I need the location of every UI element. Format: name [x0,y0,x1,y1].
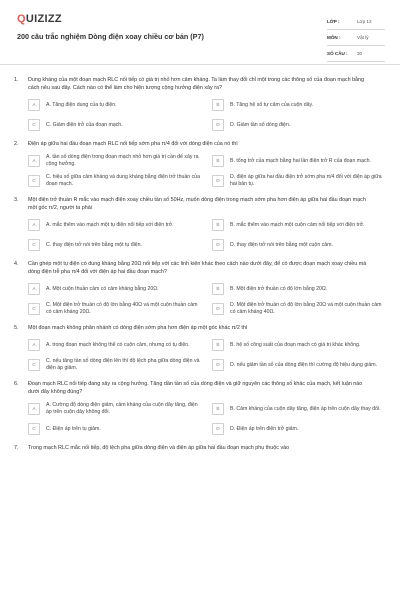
meta-info [327,14,385,62]
answer-option-b[interactable] [212,218,388,232]
option-letter-box: C [28,303,40,315]
option-text: A. mắc thêm vào mạch một tụ điện nối tiếp với điện trở. [46,221,174,228]
answer-option-b[interactable] [212,282,388,296]
option-text: D. điện áp giữa hai đầu điện trở sớm pha π/4 đối với điện áp giữa hai bản tụ. [230,174,382,187]
question-number: 7. [14,445,19,451]
option-letter-box: D [212,239,224,251]
question-1 [0,76,400,132]
question-text: Một đoạn mạch không phân nhánh có dòng điện sớm pha hơn điện áp một góc khác π/2 thì [28,325,248,331]
question-text: Cần ghép một tụ điện có dung kháng bằng 20Ω nối tiếp với các linh kiện khác theo cách nào dưới đây, để có được đoạn mạch xoay chiều mà dòng điện trễ pha π/4 đối với điện áp hai đầu đoạn mạch? [28,261,367,275]
option-text: C. hiệu số giữa cảm kháng và dung kháng bằng điện trở thuần của đoạn mạch. [46,174,200,187]
option-text: B. Một điện trở thuần có độ lớn bằng 20Ω. [230,285,328,292]
option-letter-box: D [212,303,224,315]
option-text: D. thay điện trở nói trên bằng một cuộn cảm. [230,241,333,248]
option-text: B. Cảm kháng của cuộn dây tăng, điện áp trên cuộn dây thay đổi. [230,405,381,412]
option-text: A. trong đoạn mạch không thể có cuộn cảm, nhưng có tụ điện. [46,341,190,348]
worksheet-header [0,0,400,64]
question-number: 6. [14,381,19,387]
question-2 [0,140,400,188]
option-text: B. Tăng hệ số tự cảm của cuộn dây. [230,101,314,108]
answer-option-a[interactable] [28,98,204,112]
option-text: A. Tăng điện dung của tụ điện. [46,101,117,108]
answer-option-a[interactable] [28,282,204,296]
option-text: B. mắc thêm vào mạch một cuộn cảm nối tiếp với điện trở. [230,221,365,228]
answer-options [28,282,400,316]
option-text: C. thay điện trở nói trên bằng một tụ điện. [46,241,142,248]
option-text: C. Giảm điện trở của đoạn mạch. [46,121,123,128]
option-text: B. tổng trở của mạch bằng hai lần điện trở R của đoạn mạch. [230,157,371,164]
option-text: B. hệ số công suất của đoạn mạch có giá trị khác không. [230,341,361,348]
question-text: Dung kháng của một đoạn mạch RLC nối tiếp có giá trị nhỏ hơn cảm kháng. Ta làm thay đổi chỉ một trong các thông số của đoạn mạch bằng cách nêu sau đây. Cách nào có thể làm cho hiện tượng cộng hưởng điện xảy ra? [28,77,365,91]
answer-option-c[interactable] [28,302,204,316]
option-letter-box: B [212,219,224,231]
question-number: 2. [14,141,19,147]
option-text: C. Một điện trở thuần có độ lớn bằng 40Ω và một cuộn thuần cảm có cảm kháng 20Ω. [46,302,198,315]
answer-options [28,98,400,132]
answer-option-b[interactable] [212,98,388,112]
option-text: D. nếu giảm tần số của dòng điện thì cường độ hiệu dụng giảm. [230,361,378,368]
question-6 [0,380,400,436]
option-text: A. Cường độ dòng điện giảm, cảm kháng của cuộn dây tăng, điện áp trên cuộn dây không đổi. [46,402,198,415]
option-letter-box: C [28,239,40,251]
question-number: 5. [14,325,19,331]
question-text: Điện áp giữa hai đầu đoạn mạch RLC nối tiếp sớm pha π/4 đối với dòng điện của nó thì [28,141,238,147]
meta-value: 30 [357,51,363,56]
meta-label: MÔN : [327,35,341,40]
answer-option-b[interactable] [212,154,388,168]
option-text: A. tần số dòng điện trong đoạn mạch nhỏ hơn giá trị cần để xảy ra cộng hưởng. [46,154,199,167]
answer-option-d[interactable] [212,174,388,188]
option-letter-box: D [212,175,224,187]
meta-label: SỐ CÂU : [327,51,348,56]
option-letter-box: C [28,423,40,435]
option-letter-box: C [28,359,40,371]
answer-option-a[interactable] [28,338,204,352]
question-number: 1. [14,77,19,83]
meta-row-grade [327,14,385,30]
option-letter-box: A [28,339,40,351]
option-letter-box: B [212,99,224,111]
meta-row-subject [327,30,385,46]
question-5 [0,324,400,372]
question-text: Đoạn mạch RLC nối tiếp đang xảy ra cộng hưởng. Tăng dần tần số của dòng điện và giữ nguyên các thông số khác của mạch, kết luận nào dưới đây không đúng? [28,381,363,395]
option-text: C. Điện áp trên tụ giảm. [46,425,101,432]
answer-option-a[interactable] [28,154,204,168]
option-letter-box: A [28,155,40,167]
option-text: D. Giảm tần số dòng điện. [230,121,291,128]
option-letter-box: A [28,283,40,295]
answer-option-a[interactable] [28,402,204,416]
option-letter-box: A [28,99,40,111]
meta-row-count [327,46,385,62]
option-letter-box: B [212,339,224,351]
option-text: D. Điện áp trên điện trở giảm. [230,425,299,432]
question-text: Trong mạch RLC mắc nối tiếp, độ lệch pha giữa dòng điện và điện áp giữa hai đầu đoạn mạch phụ thuộc vào [28,445,290,451]
answer-option-d[interactable] [212,302,388,316]
meta-label: LỚP : [327,19,340,24]
answer-option-c[interactable] [28,238,204,252]
answer-option-d[interactable] [212,358,388,372]
question-7 [0,444,400,452]
question-number: 3. [14,197,19,203]
answer-option-c[interactable] [28,174,204,188]
option-text: A. Một cuộn thuần cảm có cảm kháng bằng 20Ω. [46,285,159,292]
answer-option-d[interactable] [212,238,388,252]
answer-option-c[interactable] [28,118,204,132]
option-letter-box: D [212,119,224,131]
quizizz-logo: QUIZIZZ [17,13,62,25]
question-number: 4. [14,261,19,267]
question-3 [0,196,400,252]
answer-options [28,154,400,188]
answer-options [28,218,400,252]
option-letter-box: B [212,283,224,295]
header-divider [0,64,400,65]
worksheet-title: 200 câu trắc nghiệm Dòng điện xoay chiều cơ bản (P7) [17,32,204,41]
answer-option-b[interactable] [212,338,388,352]
option-letter-box: D [212,423,224,435]
option-letter-box: A [28,403,40,415]
option-text: D. Một điện trở thuần có độ lớn bằng 20Ω và một cuộn thuần cảm có cảm kháng 40Ω. [230,302,382,315]
answer-options [28,338,400,372]
meta-value: Lớp 12 [357,19,372,24]
answer-option-d[interactable] [212,118,388,132]
option-text: C. nếu tăng tần số dòng điện lên thì độ lệch pha giữa dòng điện và điện áp giảm. [46,358,200,371]
option-letter-box: D [212,359,224,371]
option-letter-box: C [28,175,40,187]
option-letter-box: C [28,119,40,131]
option-letter-box: A [28,219,40,231]
answer-option-c[interactable] [28,422,204,436]
question-list [0,76,400,460]
answer-option-a[interactable] [28,218,204,232]
meta-value: Vật lý [357,35,369,40]
option-letter-box: B [212,403,224,415]
question-4 [0,260,400,316]
question-text: Một điện trở thuần R mắc vào mạch điện xoay chiều tần số 50Hz, muốn dòng điện trong mạch sớm pha hơn điện áp giữa hai đầu đoạn mạch một góc π/2, người ta phải [28,197,366,211]
answer-option-b[interactable] [212,402,388,416]
answer-options [28,402,400,436]
option-letter-box: B [212,155,224,167]
answer-option-d[interactable] [212,422,388,436]
answer-option-c[interactable] [28,358,204,372]
